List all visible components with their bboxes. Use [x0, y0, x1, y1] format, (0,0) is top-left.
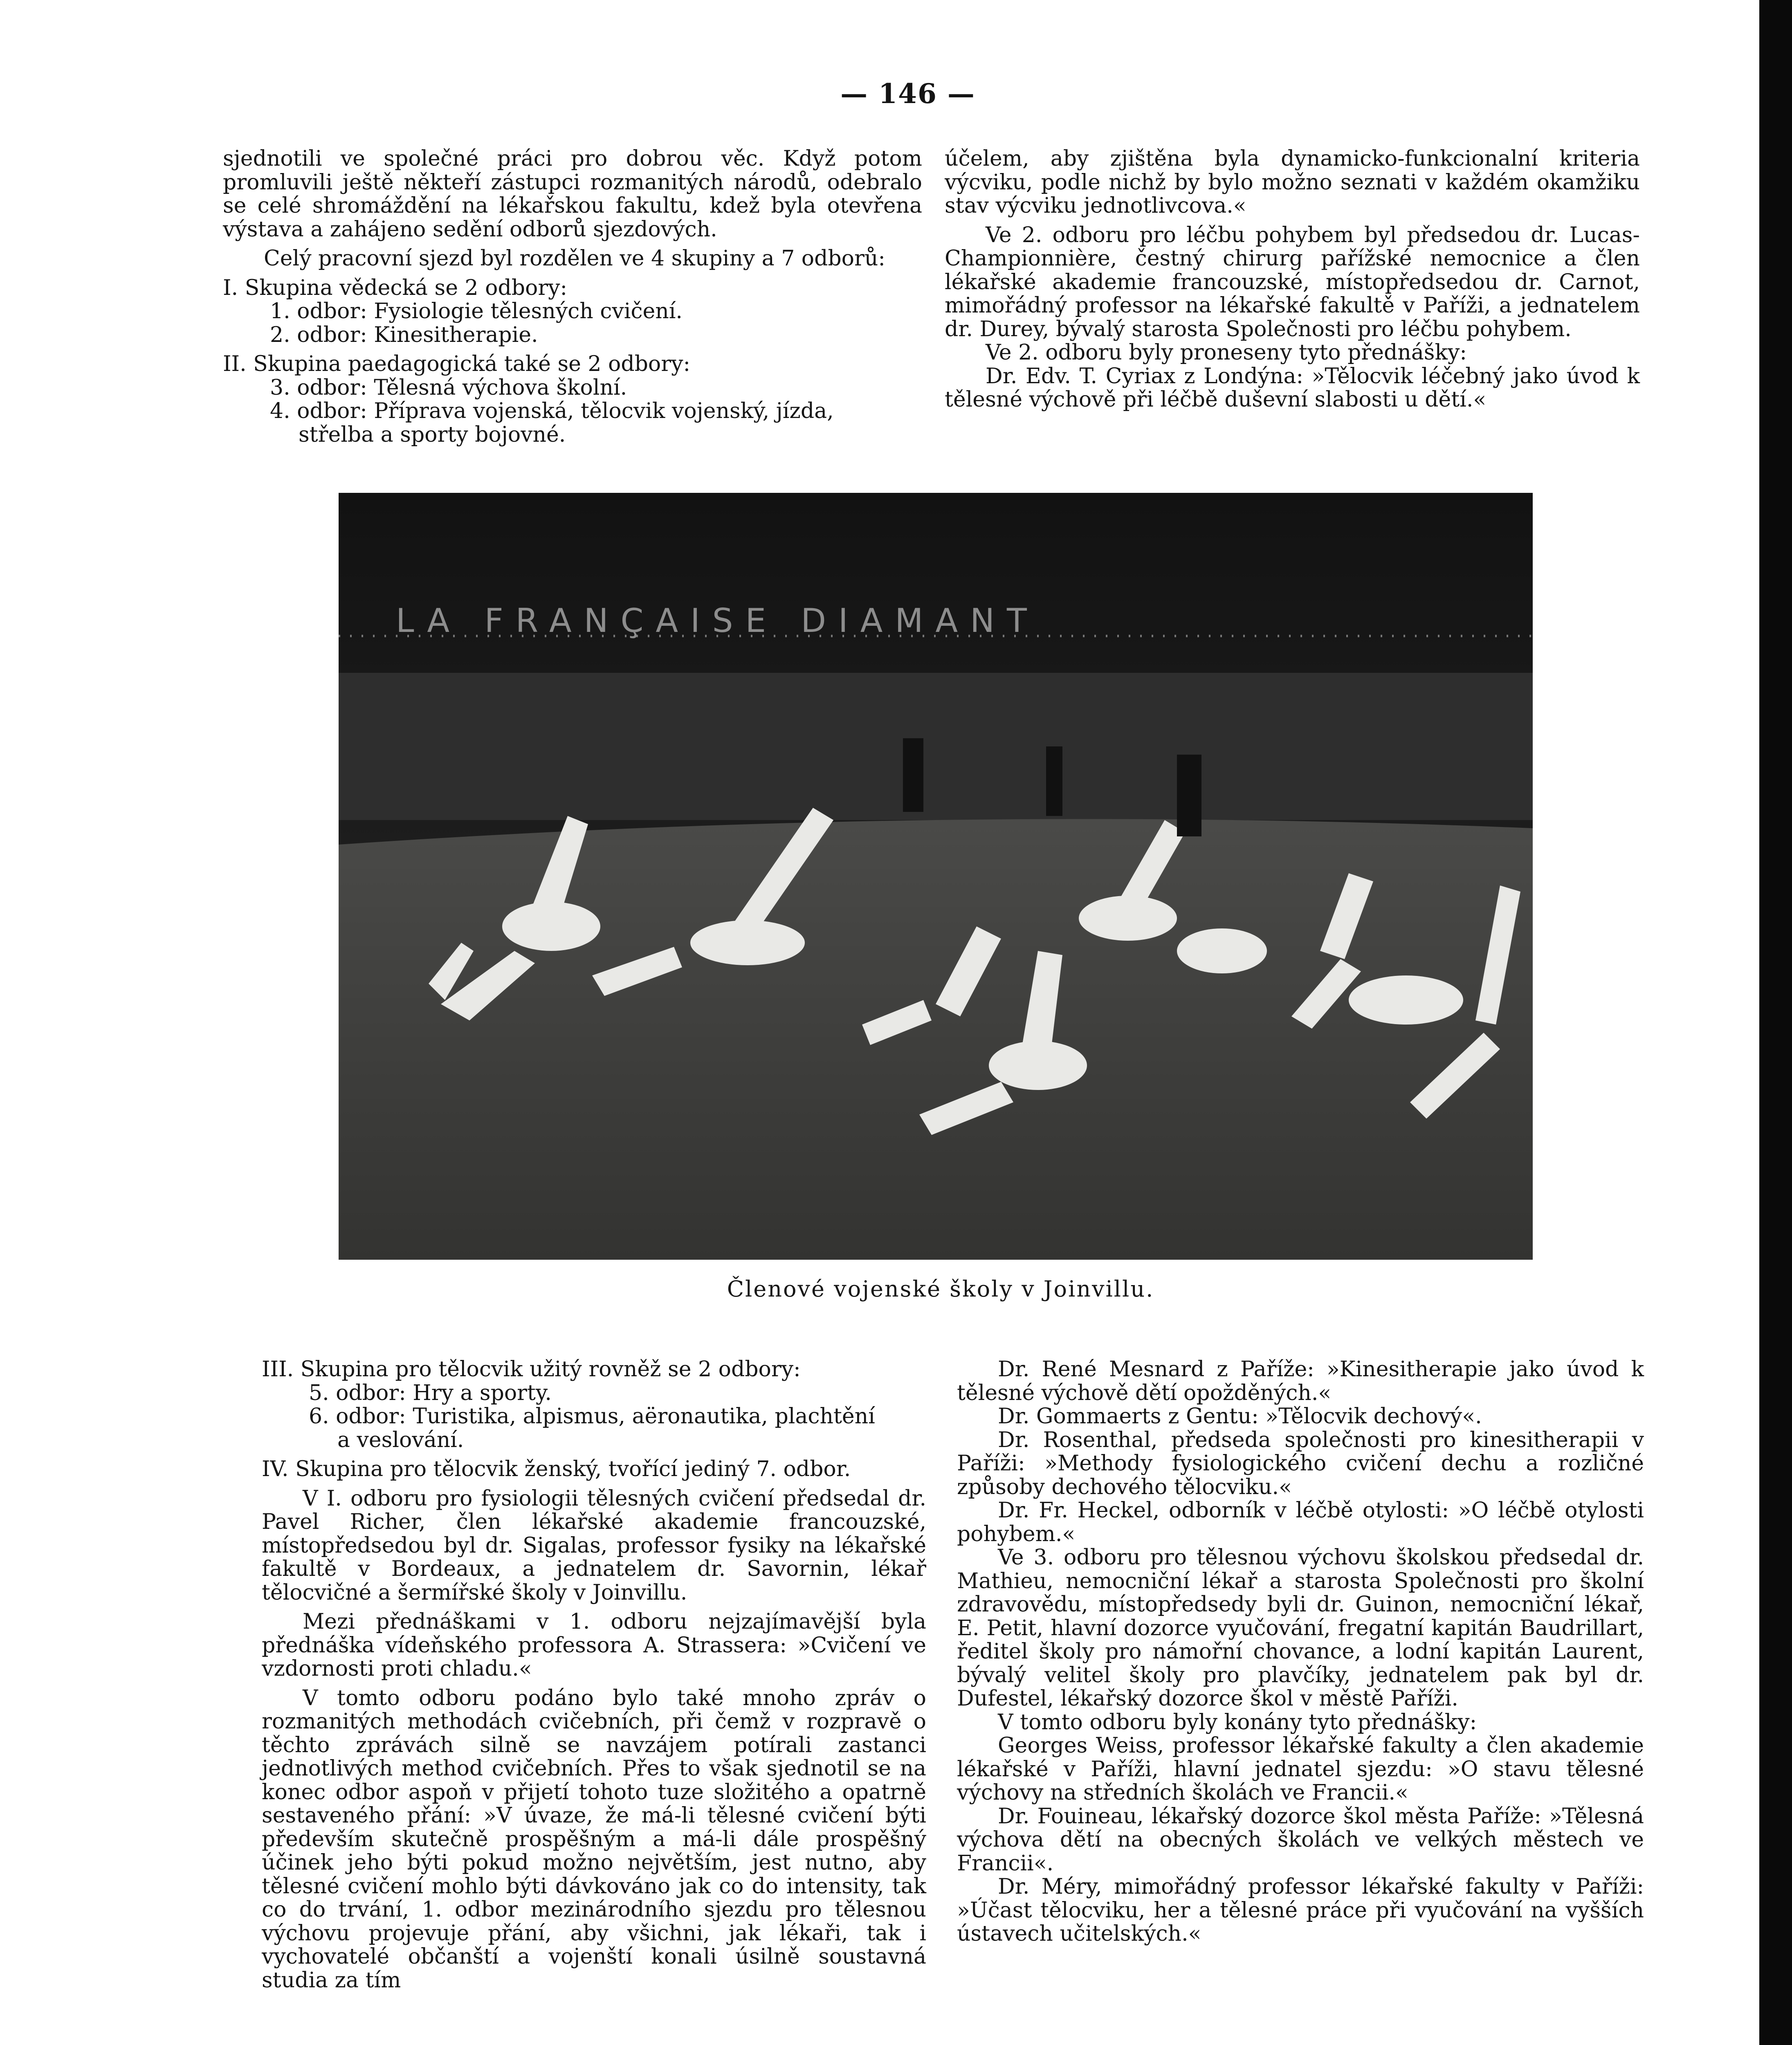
paragraph: Dr. Edv. T. Cyriax z Londýna: »Tělocvik léčebný jako úvod k tělesné výchově při léčbě duševní slabosti u dětí.« — [945, 364, 1640, 412]
paragraph: V I. odboru pro fysiologii tělesných cvičení předsedal dr. Pavel Richer, člen lékařské akademie francouzské, místopředsedou byl dr. Sigalas, professor fysiky na lékařské fakultě v Bordeaux, a jednatelem dr. Savornin, lékař tělocvičné a šermířské školy v Joinvillu. — [262, 1486, 926, 1605]
group-heading: III. Skupina pro tělocvik užitý rovněž se 2 odbory: — [262, 1357, 801, 1382]
section-item — [223, 400, 922, 447]
paragraph: Dr. Fr. Heckel, odborník v léčbě otylosti: »O léčbě otylosti pohybem.« — [957, 1498, 1644, 1546]
group-heading: IV. Skupina pro tělocvik ženský, tvořící jediný 7. odbor. — [262, 1457, 851, 1481]
section-item: 2. odbor: Kinesitherapie. — [270, 322, 538, 347]
photograph-image — [339, 493, 1533, 1260]
stands-area — [339, 673, 1533, 820]
paragraph: V tomto odboru byly konány tyto přednášky: — [998, 1710, 1477, 1735]
paragraph: V tomto odboru podáno bylo také mnoho zpráv o rozmanitých methodách cvičebních, při čemž v rozpravě o těchto zprávách silně se navzájem potírali zastanci jednotlivých method cvičebních. Přes to však sjednotil se na konec odbor aspoň v přijetí tohoto tuze složitého a opatrně sestaveného přání: »V úvaze, že má-li tělesné cvičení býti především skutečně prospěšným a má-li dále prospěšný účinek jeho býti pokud možno největším, jest nutno, aby tělesné cvičení mohlo býti dávkováno jak co do intensity, tak co do trvání, 1. odbor mezinárodního sjezdu pro tělesnou výchovu projevuje přání, aby všichni, jak lékaři, tak i vychovatelé občanští a vojenští konali úsilně soustavná studia za tím — [262, 1685, 926, 1993]
paragraph: Ve 2. odboru pro léčbu pohybem byl předsedou dr. Lucas-Championnière, čestný chirurg pařížské nemocnice a člen lékařské akademie francouzské, místopředsedou dr. Carnot, mimořádný professor na lékařské fakultě v Paříži, a jednatelem dr. Durey, bývalý starosta Společnosti pro léčbu pohybem. — [945, 222, 1640, 342]
paragraph: Dr. Gommaerts z Gentu: »Tělocvik dechový«. — [998, 1404, 1482, 1429]
paragraph: Dr. René Mesnard z Paříže: »Kinesitherapie jako úvod k tělesné výchově dětí opožděných.« — [957, 1357, 1644, 1405]
paragraph: Dr. Rosenthal, předseda společnosti pro kinesitherapii v Paříži: »Methody fysiologického cvičení dechu a rozličné způsoby dechového tělocviku.« — [957, 1427, 1644, 1499]
column-top-left — [223, 147, 922, 447]
paragraph: Dr. Méry, mimořádný professor lékařské fakulty v Paříži: »Účast tělocviku, her a tělesné práce při vyučování na vyšších ústavech učitelských.« — [957, 1874, 1644, 1946]
section-item-line: 4. odbor: Příprava vojenská, tělocvik vojenský, jízda, — [270, 399, 834, 423]
group-heading: I. Skupina vědecká se 2 odbory: — [223, 275, 568, 300]
page-number: — 146 — — [840, 78, 975, 110]
paragraph: účelem, aby zjištěna byla dynamicko-funkcionalní kriteria výcviku, podle nichž by bylo možno seznati v každém okamžiku stav výcviku jednotlivcova.« — [945, 146, 1640, 218]
section-item — [262, 1405, 926, 1452]
paragraph: Dr. Fouineau, lékařský dozorce škol města Paříže: »Tělesná výchova dětí na obecných školách ve velkých městech ve Francii«. — [957, 1804, 1644, 1876]
section-item-line: a veslování. — [337, 1427, 464, 1452]
paragraph: Celý pracovní sjezd byl rozdělen ve 4 skupiny a 7 odborů: — [264, 246, 885, 271]
paragraph: Ve 3. odboru pro tělesnou výchovu školskou předsedal dr. Mathieu, nemocniční lékař a starosta Společnosti pro školní zdravovědu, místopředsedy byli dr. Guinon, nemocniční lékař, E. Petit, hlavní dozorce vyučování, fregatní kapitán Baudrillart, ředitel školy pro námořní chovance, a lodní kapitán Laurent, bývalý velitel školy pro plavčíky, jednatelem pak byl dr. Dufestel, lékařský dozorce škol v městě Paříži. — [957, 1545, 1644, 1711]
section-item-line: 6. odbor: Turistika, alpismus, aëronautika, plachtění — [309, 1404, 875, 1429]
column-bottom-right — [957, 1358, 1644, 1946]
section-item: 3. odbor: Tělesná výchova školní. — [270, 375, 627, 400]
column-bottom-left — [262, 1358, 926, 1992]
column-top-right — [945, 147, 1640, 412]
paragraph: Georges Weiss, professor lékařské fakulty a člen akademie lékařské v Paříži, hlavní jednatel sjezdu: »O stavu tělesné výchovy na středních školách ve Francii.« — [957, 1733, 1644, 1805]
section-item: 5. odbor: Hry a sporty. — [309, 1380, 552, 1405]
group-heading: II. Skupina paedagogická také se 2 odbory: — [223, 352, 690, 376]
paragraph: Ve 2. odboru byly proneseny tyto přednášky: — [986, 340, 1467, 365]
section-item: 1. odbor: Fysiologie tělesných cvičení. — [270, 299, 683, 324]
paragraph: Mezi přednáškami v 1. odboru nejzajímavější byla přednáška vídeňského professora A. Strassera: »Cvičení ve vzdornosti proti chladu.« — [262, 1609, 926, 1681]
photograph-gymnasts — [339, 493, 1533, 1260]
arena-banner: LA FRANÇAISE DIAMANT — [396, 602, 1039, 640]
photo-caption: Členové vojenské školy v Joinvillu. — [727, 1276, 1154, 1302]
scan-edge-shadow — [1759, 0, 1792, 2045]
section-item-line: střelba a sporty bojovné. — [299, 422, 566, 447]
paragraph: sjednotili ve společné práci pro dobrou věc. Když potom promluvili ještě někteří zástupci rozmanitých národů, odebralo se celé shromáždění na lékařskou fakultu, kdež byla otevřena výstava a zahájeno sedění odborů sjezdových. — [223, 146, 922, 242]
